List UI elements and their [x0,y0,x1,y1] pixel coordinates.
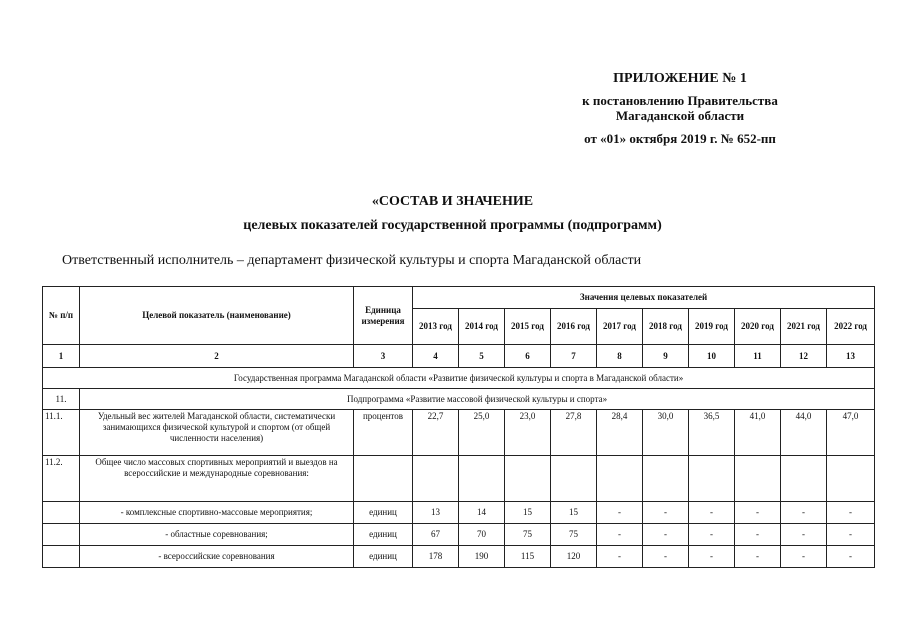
year-header: 2014 год [459,309,505,345]
row-value: 28,4 [597,410,643,456]
col-number: 13 [827,345,875,368]
row-unit [354,456,413,502]
year-header: 2019 год [689,309,735,345]
col-number: 7 [551,345,597,368]
row-value: 25,0 [459,410,505,456]
row-value: - [735,524,781,546]
row-value: 22,7 [413,410,459,456]
appendix-block [560,70,800,146]
row-value: 75 [505,524,551,546]
appendix-date-line: от «01» октября 2019 г. № 652-пп [584,131,776,146]
header-row [43,287,875,309]
year-header: 2016 год [551,309,597,345]
row-unit: единиц [354,524,413,546]
row-value: - [597,546,643,568]
row-num [43,524,80,546]
col-number: 8 [597,345,643,368]
row-value: 30,0 [643,410,689,456]
year-header: 2021 год [781,309,827,345]
col-number: 4 [413,345,459,368]
row-unit: процентов [354,410,413,456]
row-name: - областные соревнования; [80,524,354,546]
col-number: 12 [781,345,827,368]
appendix-line-3: Магаданской области [615,108,745,123]
col-number: 9 [643,345,689,368]
row-value: - [827,502,875,524]
row-value: - [643,502,689,524]
row-num [43,502,80,524]
row-value: 27,8 [551,410,597,456]
header-name: Целевой показатель (наименование) [80,287,354,345]
row-value: - [735,502,781,524]
row-num: 11.1. [43,410,80,456]
row-value: - [735,546,781,568]
subprogram-num: 11. [43,389,80,410]
responsible-executor: Ответственный исполнитель – департамент физической культуры и спорта Магаданской области [62,253,642,268]
row-value: - [597,502,643,524]
row-value: 120 [551,546,597,568]
row-value [643,456,689,502]
row-value: 178 [413,546,459,568]
row-value [827,456,875,502]
year-header: 2018 год [643,309,689,345]
row-value: 41,0 [735,410,781,456]
row-value: - [689,524,735,546]
table-row [43,410,875,456]
row-num [43,546,80,568]
row-value [505,456,551,502]
header-unit: Единица измерения [354,287,413,345]
row-value: - [781,524,827,546]
table-row [43,456,875,502]
table-row [43,524,875,546]
program-title: Государственная программа Магаданской области «Развитие физической культуры и спорта в Магаданской области» [43,368,875,389]
subprogram-row [43,389,875,410]
program-row [43,368,875,389]
row-value [551,456,597,502]
row-unit: единиц [354,502,413,524]
row-value: 75 [551,524,597,546]
row-value: - [597,524,643,546]
row-value: - [643,524,689,546]
year-header: 2017 год [597,309,643,345]
row-value: - [781,502,827,524]
year-header: 2013 год [413,309,459,345]
column-numbers-row [43,345,875,368]
document-title: «СОСТАВ И ЗНАЧЕНИЕ [371,194,534,209]
year-header: 2020 год [735,309,781,345]
appendix-line-2: к постановлению Правительства [582,93,778,108]
row-unit: единиц [354,546,413,568]
row-name: Общее число массовых спортивных мероприятий и выездов на всероссийские и международные соревнования: [80,456,354,502]
row-value: 67 [413,524,459,546]
subprogram-title: Подпрограмма «Развитие массовой физической культуры и спорта» [80,389,875,410]
table-row [43,502,875,524]
row-value [413,456,459,502]
row-value: 15 [551,502,597,524]
row-value: - [781,546,827,568]
appendix-title: ПРИЛОЖЕНИЕ № 1 [613,71,747,86]
row-value: 190 [459,546,505,568]
row-value [781,456,827,502]
col-number: 5 [459,345,505,368]
col-number: 1 [43,345,80,368]
row-value: 44,0 [781,410,827,456]
row-value: 36,5 [689,410,735,456]
row-value: - [643,546,689,568]
year-header: 2022 год [827,309,875,345]
col-number: 6 [505,345,551,368]
row-name: - комплексные спортивно-массовые мероприятия; [80,502,354,524]
row-value: 15 [505,502,551,524]
row-value: 115 [505,546,551,568]
row-value: 23,0 [505,410,551,456]
header-values: Значения целевых показателей [413,287,875,309]
row-value: - [827,524,875,546]
row-value: - [689,502,735,524]
row-name: - всероссийские соревнования [80,546,354,568]
header-num: № п/п [43,287,80,345]
row-value: 47,0 [827,410,875,456]
row-value: - [827,546,875,568]
row-value [597,456,643,502]
row-value: 14 [459,502,505,524]
document-subtitle: целевых показателей государственной программы (подпрограмм) [243,218,662,233]
row-name: Удельный вес жителей Магаданской области, систематически занимающихся физической культурой и спортом (от общей численности населения) [80,410,354,456]
col-number: 2 [80,345,354,368]
col-number: 11 [735,345,781,368]
year-header: 2015 год [505,309,551,345]
row-value [735,456,781,502]
col-number: 3 [354,345,413,368]
table-row [43,546,875,568]
row-value: 70 [459,524,505,546]
row-value: - [689,546,735,568]
row-value [459,456,505,502]
row-value: 13 [413,502,459,524]
row-num: 11.2. [43,456,80,502]
row-value [689,456,735,502]
indicators-table [42,286,875,568]
col-number: 10 [689,345,735,368]
